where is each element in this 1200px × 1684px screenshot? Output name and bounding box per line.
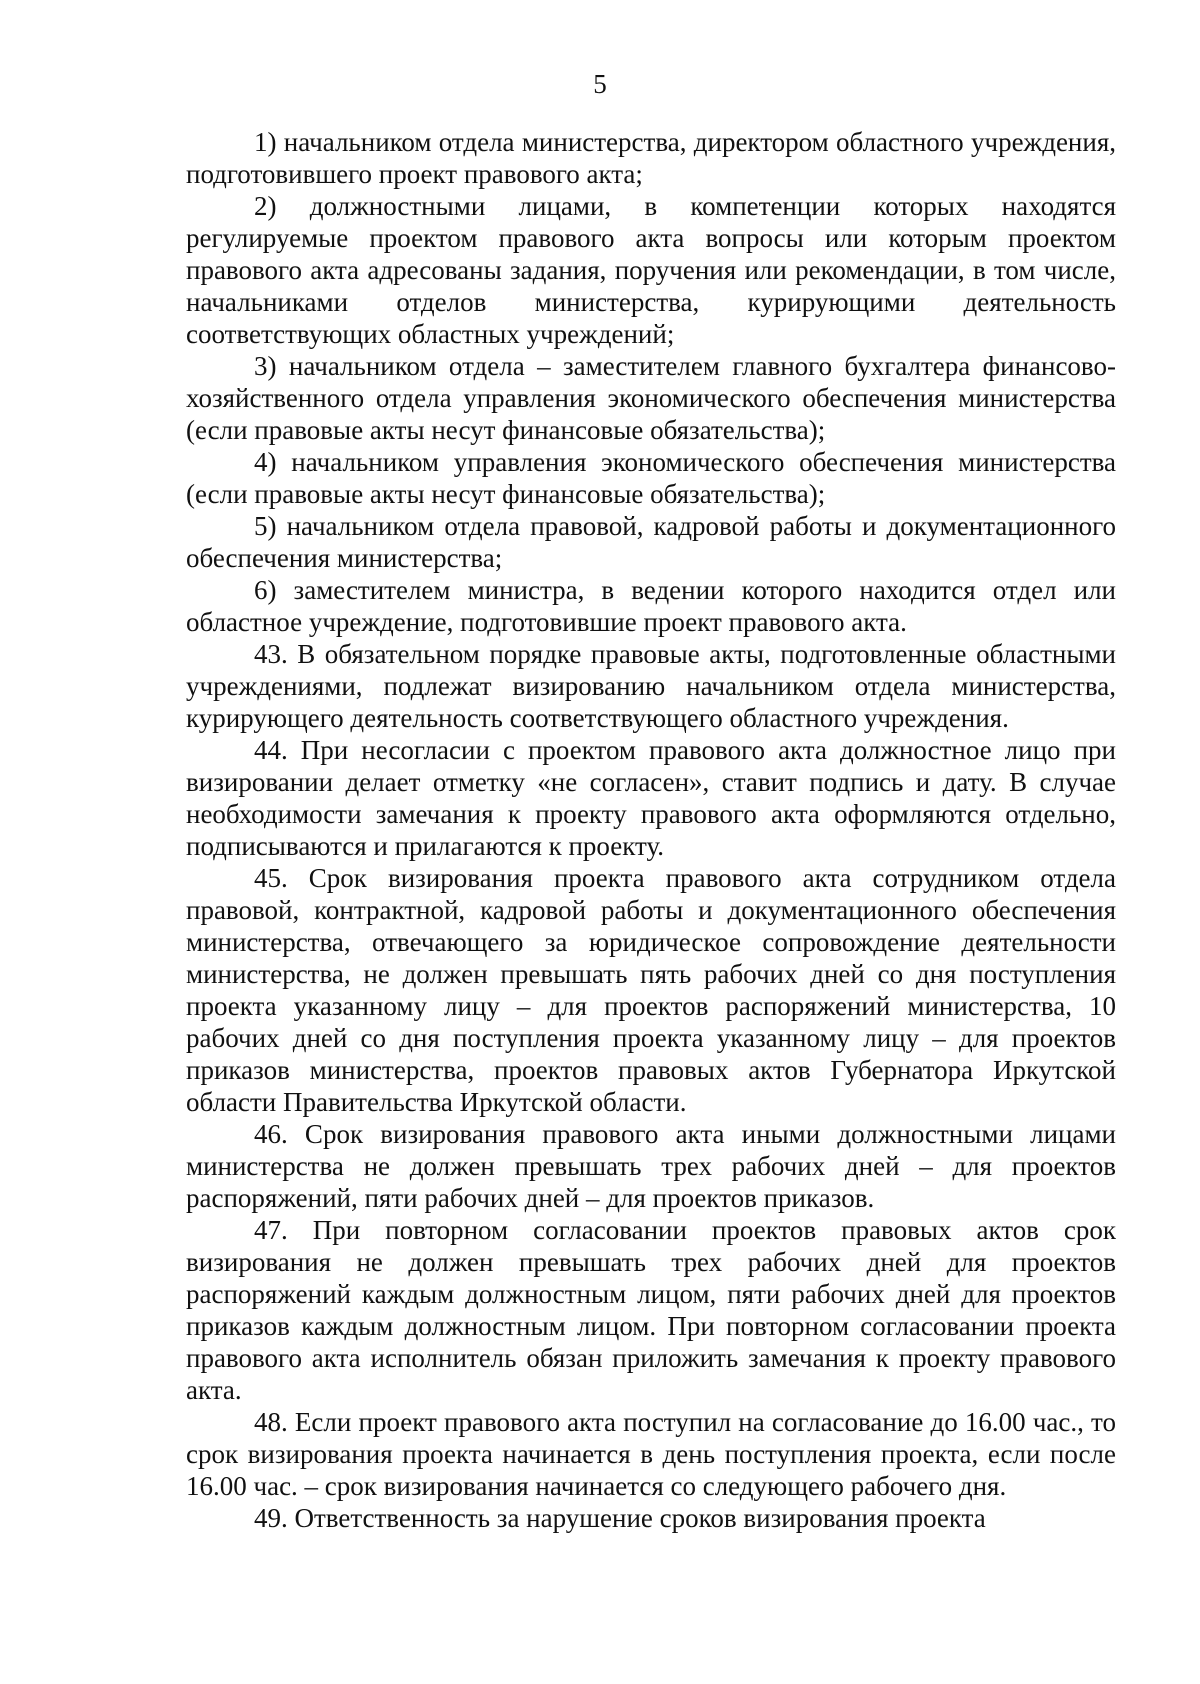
paragraph-item-6: 6) заместителем министра, в ведении которого находится отдел или областное учреждение, подготовившие проект правового акта. — [186, 575, 1116, 637]
paragraph-item-5: 5) начальником отдела правовой, кадровой работы и документационного обеспечения министерства; — [186, 511, 1116, 573]
paragraph-43: 43. В обязательном порядке правовые акты, подготовленные областными учреждениями, подлежат визированию начальником отдела министерства, курирующего деятельность соответствующего областного учреждения. — [186, 639, 1116, 733]
paragraph-item-4: 4) начальником управления экономического обеспечения министерства (если правовые акты несут финансовые обязательства); — [186, 447, 1116, 509]
paragraph-item-3: 3) начальником отдела – заместителем главного бухгалтера финансово-хозяйственного отдела управления экономического обеспечения министерства (если правовые акты несут финансовые обязательства); — [186, 351, 1116, 445]
paragraph-item-2: 2) должностными лицами, в компетенции которых находятся регулируемые проектом правового акта вопросы или которым проектом правового акта адресованы задания, поручения или рекомендации, в том числе, начальниками отделов министерства, курирующими деятельность соответствующих областных учреждений; — [186, 191, 1116, 349]
paragraph-item-1: 1) начальником отдела министерства, директором областного учреждения, подготовившего проект правового акта; — [186, 127, 1116, 189]
paragraph-47: 47. При повторном согласовании проектов правовых актов срок визирования не должен превышать трех рабочих дней для проектов распоряжений каждым должностным лицом, пяти рабочих дней для проектов приказов каждым должностным лицом. При повторном согласовании проекта правового акта исполнитель обязан приложить замечания к проекту правового акта. — [186, 1215, 1116, 1405]
paragraph-49: 49. Ответственность за нарушение сроков визирования проекта — [254, 1503, 986, 1533]
paragraph-48: 48. Если проект правового акта поступил на согласование до 16.00 час., то срок визирования проекта начинается в день поступления проекта, если после 16.00 час. – срок визирования начинается со следующего рабочего дня. — [186, 1407, 1116, 1501]
page-number: 5 — [593, 69, 607, 99]
paragraph-45: 45. Срок визирования проекта правового акта сотрудником отдела правовой, контрактной, кадровой работы и документационного обеспечения министерства, отвечающего за юридическое сопровождение деятельности министерства, не должен превышать пять рабочих дней со дня поступления проекта указанному лицу – для проектов распоряжений министерства, 10 рабочих дней со дня поступления проекта указанному лицу – для проектов приказов министерства, проектов правовых актов Губернатора Иркутской области Правительства Иркутской области. — [186, 863, 1116, 1117]
paragraph-46: 46. Срок визирования правового акта иными должностными лицами министерства не должен превышать трех рабочих дней – для проектов распоряжений, пяти рабочих дней – для проектов приказов. — [186, 1119, 1116, 1213]
paragraph-44: 44. При несогласии с проектом правового акта должностное лицо при визировании делает отметку «не согласен», ставит подпись и дату. В случае необходимости замечания к проекту правового акта оформляются отдельно, подписываются и прилагаются к проекту. — [186, 735, 1116, 861]
document-body — [186, 126, 1116, 1534]
